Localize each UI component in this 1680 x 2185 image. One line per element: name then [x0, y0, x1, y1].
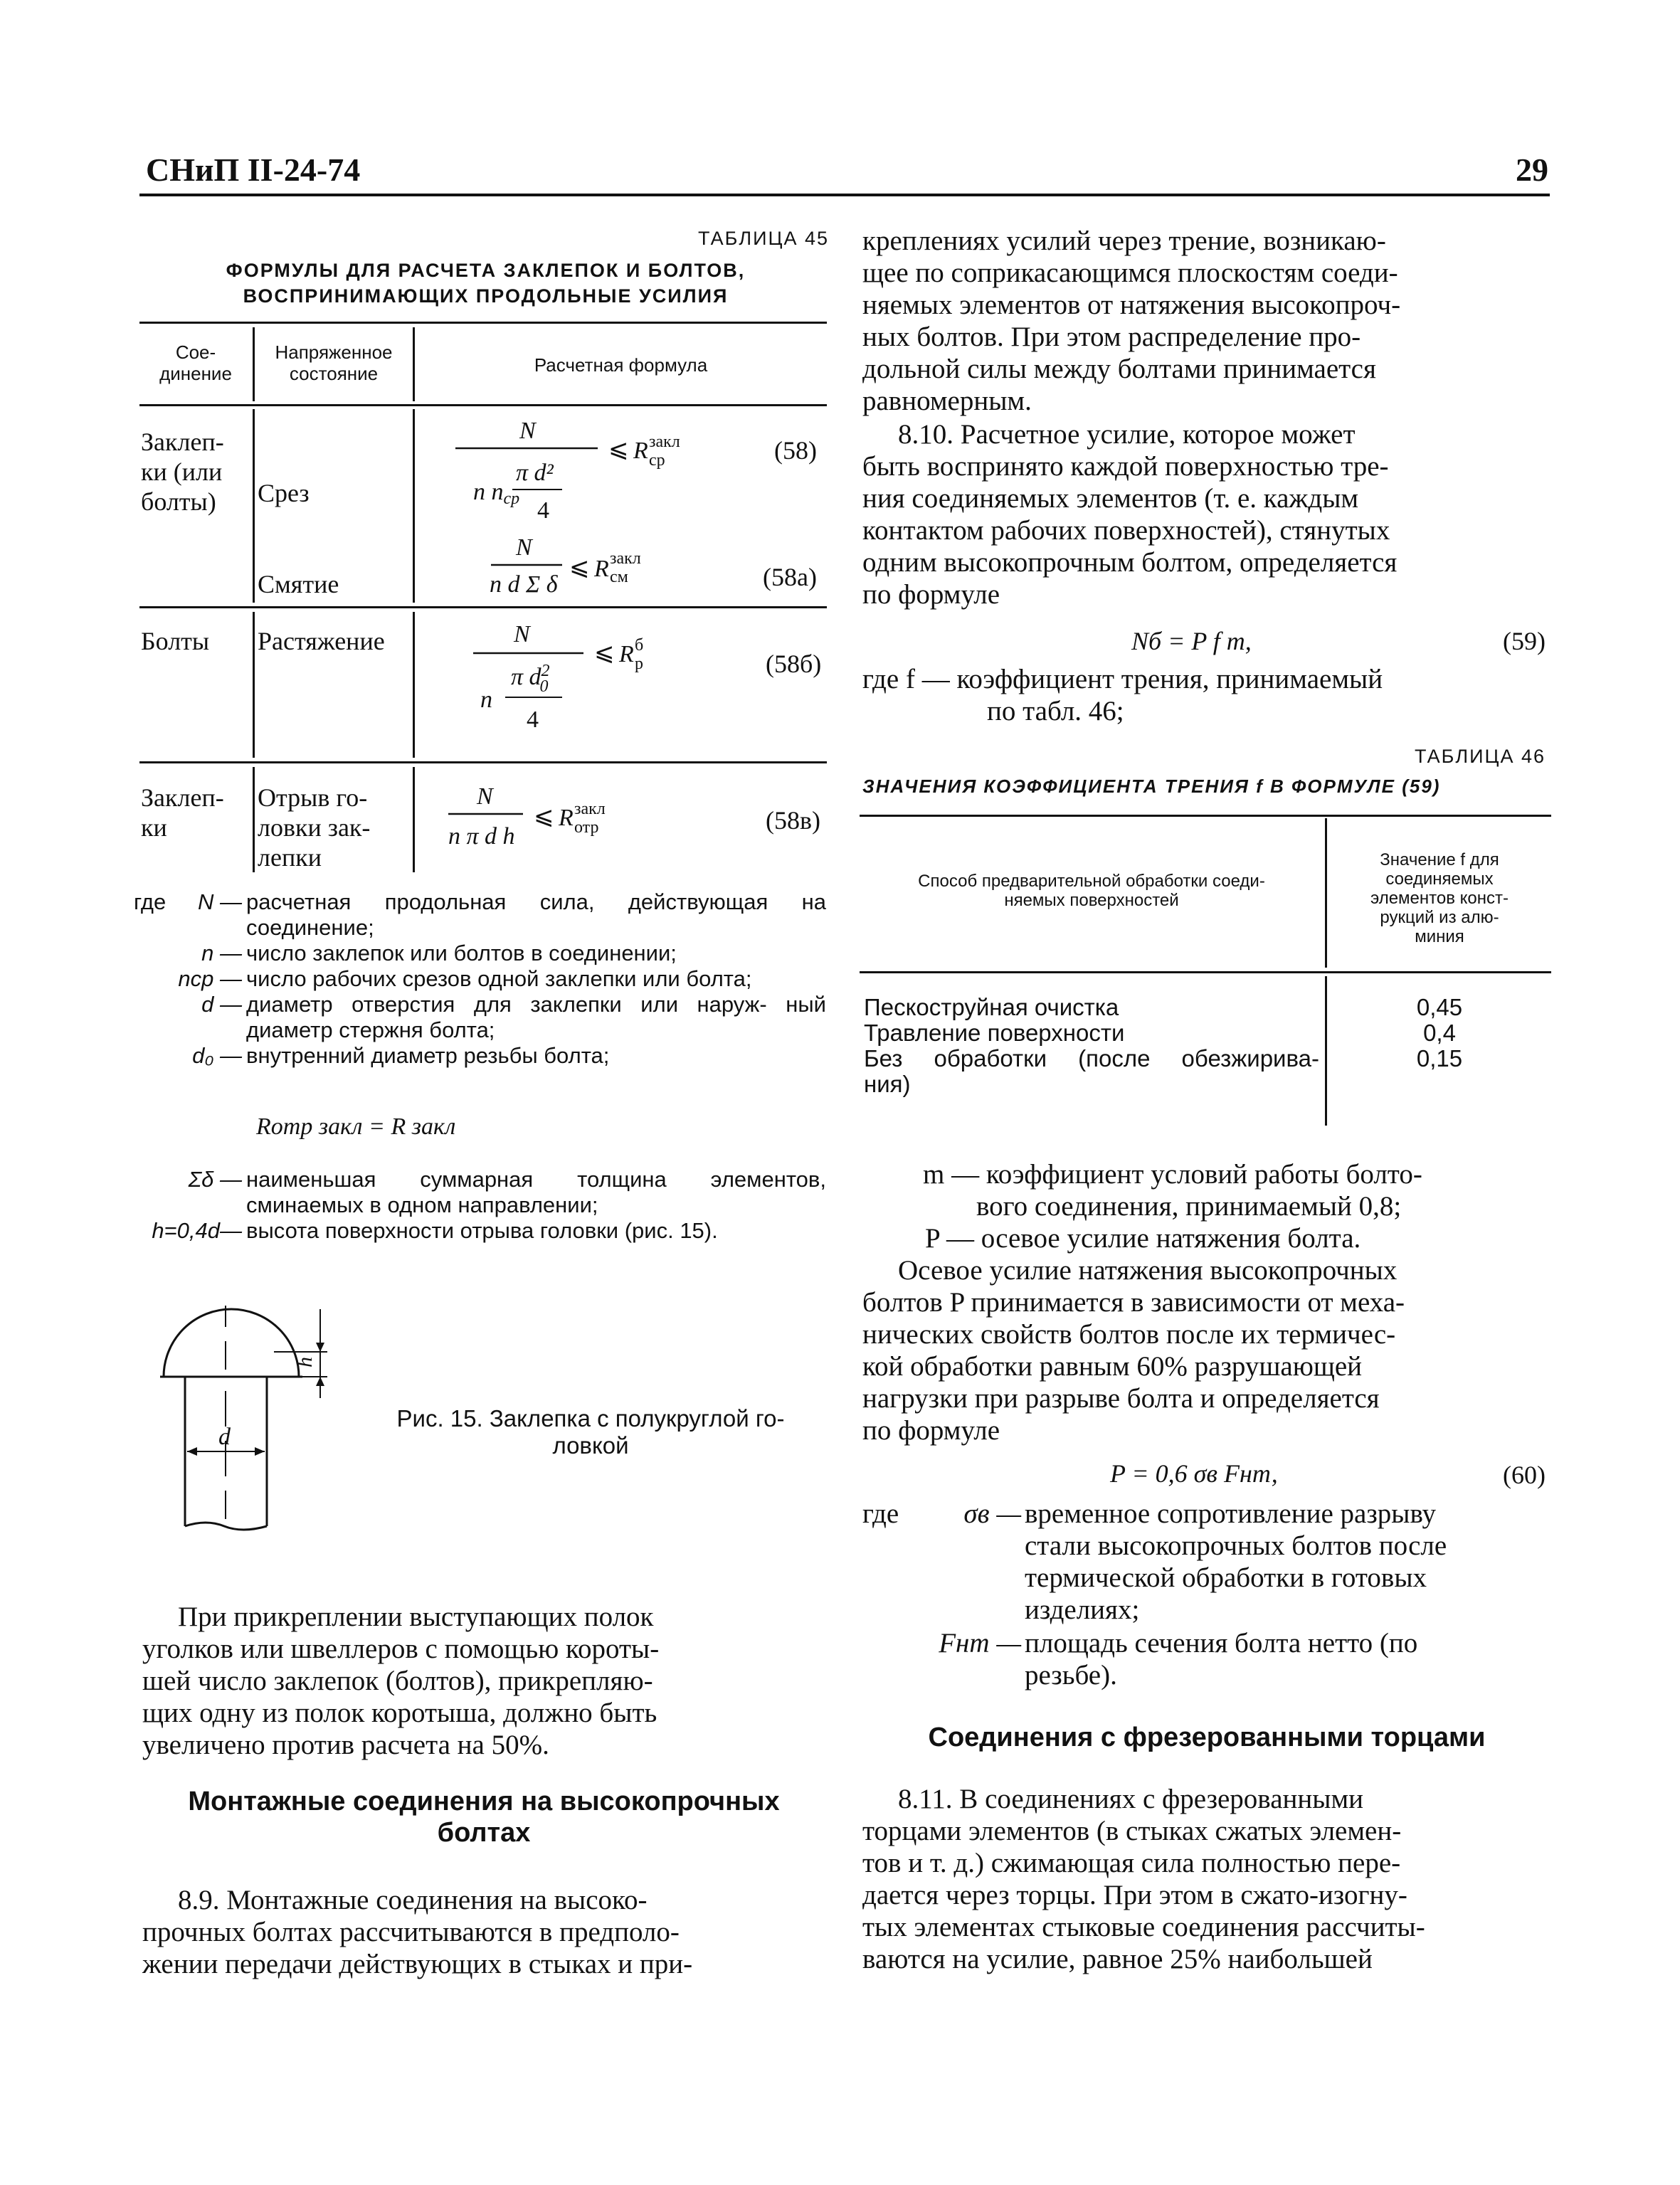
table45-top-rule [139, 322, 827, 324]
figure15-label-d: d [218, 1424, 231, 1450]
legend-symbol: d — [201, 992, 242, 1017]
table46-methods [864, 995, 1319, 1097]
table45-title-line1: ФОРМУЛЫ ДЛЯ РАСЧЕТА ЗАКЛЕПОК И БОЛТОВ, [226, 260, 746, 281]
svg-text:R: R [633, 438, 648, 464]
table46-col-rule [1325, 976, 1327, 1126]
figure15-rivet-drawing [153, 1291, 359, 1533]
text-line: вого соединения, принимаемый 0,8; [976, 1191, 1402, 1222]
legend-symbol: n — [201, 941, 242, 965]
text-line: ния соединяемых элементов (т. е. каждым [862, 483, 1359, 514]
text-line: 8.10. Расчетное усилие, которое может [898, 419, 1356, 450]
formula-58-58a [427, 413, 712, 605]
svg-text:⩽: ⩽ [608, 436, 629, 462]
text-line: P — осевое усилие натяжения болта. [925, 1223, 1361, 1254]
svg-text:⩽: ⩽ [569, 554, 590, 581]
text-line: дольной силы между болтами принимается [862, 354, 1376, 384]
svg-text:⩽: ⩽ [594, 640, 615, 666]
text-line: торцами элементов (в стыках сжатых элемен- [862, 1816, 1402, 1846]
text-line: креплениях усилий через трение, возникаю- [862, 226, 1386, 256]
svg-text:закл: закл [649, 433, 680, 451]
text-line: ных болтов. При этом распределение про- [862, 322, 1361, 352]
formula-number-58a: (58а) [763, 563, 817, 591]
table45-head-rule [139, 404, 827, 406]
where-59-continued [862, 1158, 1551, 1254]
text-line: болтов P принимается в зависимости от меха- [862, 1287, 1405, 1318]
left-paragraph-8-9 [142, 1884, 825, 1980]
text-line: уголков или швеллеров с помощью короты- [142, 1634, 660, 1664]
row2-joint: Болты [141, 627, 210, 655]
where-59 [862, 663, 1551, 727]
header-line: Напряженное [275, 342, 393, 363]
right-paragraph-continued [862, 225, 1551, 417]
formula-58b [427, 613, 712, 756]
legend-text: диаметр отверстия для заклепки или наруж- ный диаметр стержня болта; [246, 992, 826, 1042]
table46-title: ЗНАЧЕНИЯ КОЭФФИЦИЕНТА ТРЕНИЯ f В ФОРМУЛЕ (59) [862, 776, 1441, 797]
where-word: где [134, 889, 167, 914]
header-line: миния [1415, 927, 1464, 946]
svg-text:R: R [594, 556, 609, 582]
text-line: резьбе). [1025, 1660, 1117, 1691]
svg-text:закл: закл [610, 549, 641, 568]
legend-item [174, 889, 829, 941]
row1-state-bearing: Смятие [258, 570, 339, 598]
svg-text:ср: ср [649, 451, 665, 470]
legend-symbol: N — [198, 889, 242, 914]
heading-line: Монтажные соединения на высокопрочных [188, 1787, 780, 1816]
legend-text: высота поверхности отрыва головки (рис. 15). [246, 1218, 718, 1243]
formula-number-58: (58) [774, 436, 817, 465]
caption-line: Рис. 15. Заклепка с полукруглой го- [396, 1405, 785, 1432]
text-line: щее по соприкасающимся плоскостям соеди- [862, 258, 1398, 288]
table45-title-line2: ВОСПРИНИМАЮЩИХ ПРОДОЛЬНЫЕ УСИЛИЯ [243, 285, 729, 307]
table45-col-rule [413, 612, 415, 758]
f-net-symbol: Fнт — [939, 1628, 1021, 1658]
text-line: быть воспринято каждой поверхностью тре- [862, 451, 1389, 482]
table46-label: ТАБЛИЦА 46 [1415, 746, 1546, 767]
right-paragraph-8-11 [862, 1783, 1551, 1975]
section-heading-milled-ends: Соединения с фрезерованными торцами [928, 1723, 1486, 1752]
table-cell: ния) [864, 1071, 911, 1097]
text-line: дается через торцы. При этом в сжато-изогну- [862, 1880, 1407, 1910]
legend-item [134, 1167, 828, 1218]
table46-col-method-header [861, 872, 1322, 910]
svg-text:N: N [519, 418, 536, 444]
row3-state [258, 783, 370, 872]
legend-symbol: d₀ — [192, 1043, 242, 1068]
text-line: равномерным. [862, 386, 1032, 416]
cell-line: болты) [141, 487, 216, 516]
table45-label: ТАБЛИЦА 45 [698, 228, 829, 249]
svg-text:N: N [477, 783, 493, 810]
formula-number-60: (60) [1503, 1461, 1546, 1489]
legend-text: число заклепок или болтов в соединении; [246, 941, 677, 965]
legend-list-2 [134, 1167, 828, 1244]
sigma-symbol: σв — [963, 1498, 1021, 1529]
text-line: ваются на усилие, равное 25% наибольшей [862, 1944, 1373, 1974]
legend-item [174, 992, 829, 1043]
running-header-code: СНиП II-24-74 [146, 152, 361, 188]
text-line: по табл. 46; [987, 696, 1124, 726]
table45-col-rule [253, 409, 255, 603]
text-line: няемых элементов от натяжения высокопроч- [862, 290, 1401, 320]
f-net-definition [1025, 1627, 1551, 1691]
heading-line: болтах [437, 1818, 531, 1848]
figure15-caption [363, 1405, 818, 1459]
text-line: щих одну из полок коротыша, должно быть [142, 1698, 657, 1728]
text-line: шей число заклепок (болтов), прикрепляю- [142, 1666, 653, 1696]
figure15-label-h: h [293, 1357, 317, 1367]
text-line: контактом рабочих поверхностей), стянутых [862, 515, 1390, 546]
formula-number-58b: (58б) [766, 650, 822, 678]
table-cell: 0,4 [1423, 1020, 1456, 1046]
cell-line: Заклеп- [141, 783, 224, 812]
svg-text:4: 4 [537, 497, 549, 524]
formula-number-59: (59) [1503, 627, 1546, 655]
header-line: Сое- [175, 342, 216, 363]
legend-item [174, 1043, 829, 1069]
formula-60: P = 0,6 σв Fнт, [1110, 1459, 1278, 1488]
svg-text:б: б [635, 636, 644, 655]
row1-joint [141, 427, 224, 517]
cell-line: ловки зак- [258, 813, 371, 842]
table46-top-rule [860, 815, 1551, 817]
svg-text:R: R [619, 641, 634, 667]
svg-text:отр: отр [574, 818, 599, 837]
header-line: Способ предварительной обработки соеди- [918, 872, 1265, 891]
table46-head-rule [860, 971, 1551, 973]
svg-text:n d Σ δ: n d Σ δ [490, 571, 558, 598]
table-cell: Травление поверхности [864, 1020, 1125, 1046]
formula-58v [427, 776, 712, 861]
row3-joint [141, 783, 224, 842]
row2-state: Растяжение [258, 627, 385, 655]
cell-line: Отрыв го- [258, 783, 368, 812]
table45-col-rule [413, 767, 415, 872]
text-line: жении передачи действующих в стыках и при- [142, 1949, 693, 1979]
text-line: увеличено против расчета на 50%. [142, 1730, 549, 1760]
header-line: няемых поверхностей [1004, 891, 1179, 910]
legend-text: внутренний диаметр резьбы болта; [246, 1043, 610, 1068]
header-line: рукций из алю- [1380, 908, 1499, 927]
text-line: временное сопротивление разрыву [1025, 1498, 1437, 1529]
text-line: 8.9. Монтажные соединения на высоко- [178, 1885, 648, 1915]
text-line: изделиях; [1025, 1594, 1140, 1625]
cell-line: лепки [258, 843, 322, 872]
text-line: нических свойств болтов после их термичес- [862, 1319, 1396, 1350]
cell-line: ки [141, 813, 167, 842]
text-line: нагрузки при разрыве болта и определяется [862, 1383, 1380, 1414]
table-cell: 0,45 [1416, 994, 1463, 1020]
header-line: соединяемых [1385, 869, 1494, 889]
where-60-word: где [862, 1498, 899, 1529]
legend-symbol: Σδ — [188, 1167, 242, 1192]
table-cell: Пескоструйная очистка [864, 994, 1119, 1020]
text-line: 8.11. В соединениях с фрезерованными [898, 1784, 1364, 1814]
legend-item [174, 941, 829, 966]
right-paragraph-axial-force [862, 1254, 1551, 1446]
cell-line: ки (или [141, 457, 223, 486]
row1-state-shear: Срез [258, 479, 310, 507]
table45-col-formula-header: Расчетная формула [534, 354, 708, 376]
formula-59: Nб = P f m, [1131, 627, 1252, 655]
text-line: прочных болтах рассчитываются в предполо- [142, 1917, 680, 1947]
text-line: площадь сечения болта нетто (по [1025, 1628, 1418, 1658]
svg-text:р: р [635, 655, 643, 673]
formula-number-58v: (58в) [766, 806, 820, 835]
table-cell: Без обработки (после обезжирива- [864, 1045, 1319, 1072]
svg-text:n π d h: n π d h [448, 823, 515, 850]
legend-item [134, 1218, 828, 1244]
text-line: стали высокопрочных болтов после [1025, 1530, 1447, 1561]
table46-col-rule [1325, 818, 1327, 968]
table45-col-rule [413, 409, 415, 603]
right-paragraph-8-10 [862, 418, 1551, 610]
svg-text:N: N [516, 534, 532, 561]
legend-equation: Rотр закл = R закл [256, 1113, 456, 1140]
table46-col-value-header [1329, 850, 1550, 946]
text-line: по формуле [862, 1415, 1000, 1446]
text-line: по формуле [862, 579, 1000, 610]
legend-symbol: nср — [178, 966, 242, 991]
page-number: 29 [1516, 152, 1548, 188]
table46-values [1329, 995, 1550, 1072]
header-rule [139, 194, 1550, 196]
table45-row-rule [139, 761, 827, 763]
table45-row-rule [139, 606, 827, 608]
legend-text: расчетная продольная сила, действующая на соединение; [246, 889, 826, 940]
svg-text:R: R [559, 805, 574, 831]
text-line: одним высокопрочным болтом, определяется [862, 547, 1398, 578]
text-line: тых элементах стыковые соединения рассчиты- [862, 1912, 1425, 1942]
svg-text:4: 4 [527, 707, 539, 733]
svg-text:N: N [514, 621, 530, 647]
legend-text: число рабочих срезов одной заклепки или болта; [246, 966, 752, 991]
text-line: тов и т. д.) сжимающая сила полностью пере- [862, 1848, 1401, 1878]
table45-col-rule [253, 612, 255, 758]
header-line: состояние [289, 363, 379, 384]
svg-text:π d²: π d² [516, 460, 554, 486]
text-line: m — коэффициент условий работы болто- [923, 1159, 1422, 1190]
table-cell: 0,15 [1416, 1045, 1463, 1072]
legend-list [174, 889, 829, 1069]
table45-col-state-header [255, 342, 413, 384]
caption-line: ловкой [552, 1432, 629, 1459]
legend-item [174, 966, 829, 992]
legend-text: наименьшая суммарная толщина элементов, сминаемых в одном направлении; [246, 1167, 826, 1217]
text-line: кой обработки равным 60% разрушающей [862, 1351, 1363, 1382]
cell-line: Заклеп- [141, 428, 224, 456]
svg-text:π d20: π $d^2$ 0 [511, 662, 550, 696]
table45-col-joint-header [142, 342, 249, 384]
text-line: Осевое усилие натяжения высокопрочных [898, 1255, 1398, 1286]
svg-text:n: n [480, 687, 492, 713]
svg-text:см: см [610, 568, 628, 586]
section-heading-hs-bolts [142, 1786, 825, 1848]
left-paragraph-1 [142, 1601, 825, 1761]
svg-text:⩽: ⩽ [534, 803, 554, 830]
legend-symbol: h=0,4d— [152, 1218, 242, 1243]
table45-col-rule [253, 767, 255, 872]
text-line: При прикреплении выступающих полок [178, 1602, 654, 1632]
text-line: где f — коэффициент трения, принимаемый [862, 664, 1383, 694]
sigma-definition [1025, 1498, 1551, 1626]
header-line: Значение f для [1380, 850, 1499, 869]
header-line: элементов конст- [1370, 889, 1509, 908]
table45-col-rule [413, 327, 415, 401]
text-line: термической обработки в готовых [1025, 1562, 1427, 1593]
svg-text:n nср: n nср [473, 479, 520, 508]
svg-text:закл: закл [574, 800, 606, 818]
header-line: динение [159, 363, 232, 384]
